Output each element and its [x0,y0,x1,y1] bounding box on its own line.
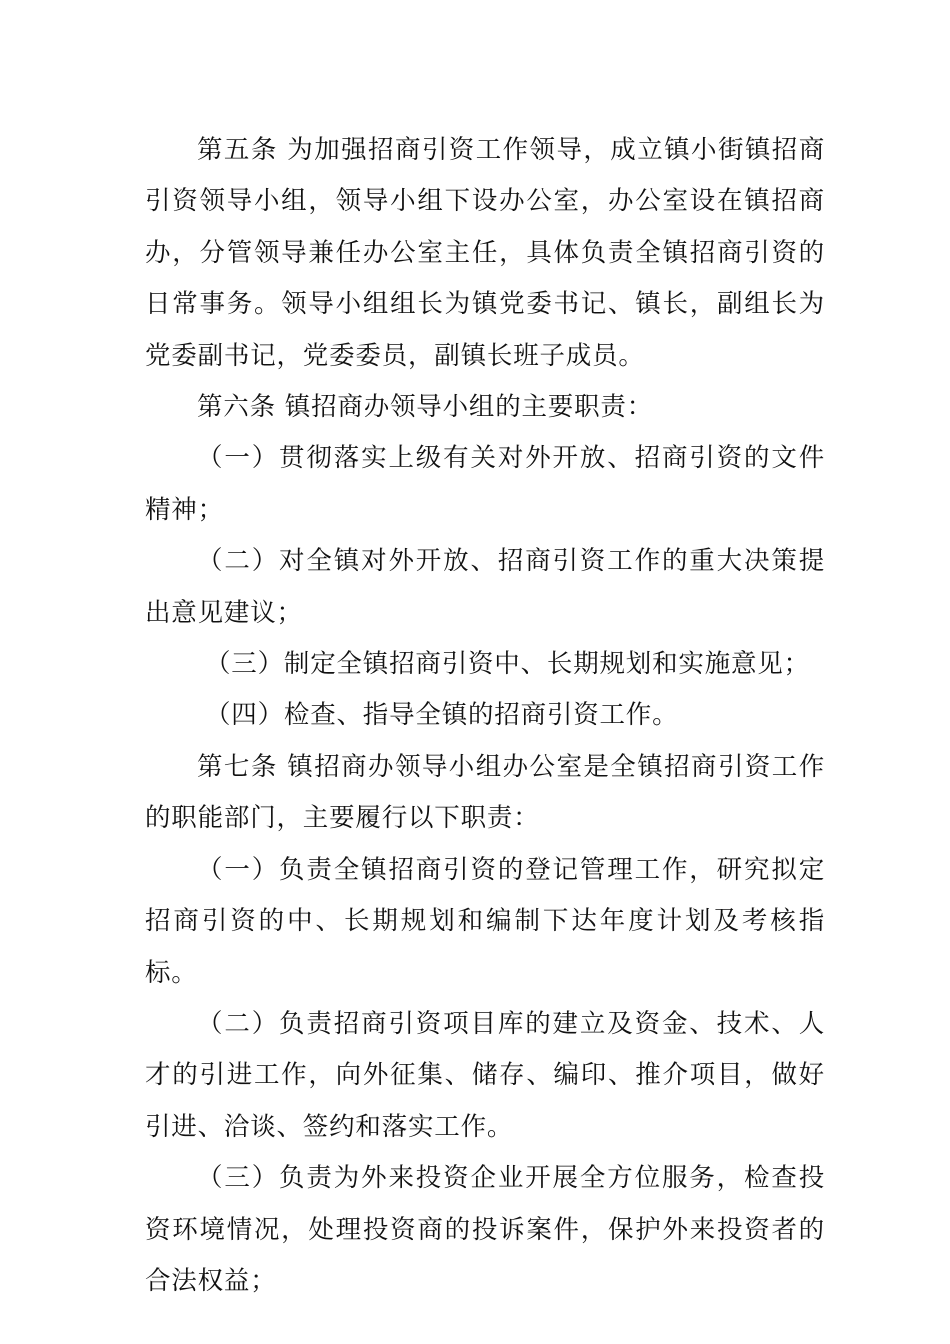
article-7-item-1: （一）负责全镇招商引资的登记管理工作，研究拟定招商引资的中、长期规划和编制下达年度计划及考核指标。 [145,854,825,988]
document-body [145,125,825,1307]
article-6-item-1: （一）贯彻落实上级有关对外开放、招商引资的文件精神； [145,443,825,525]
article-5-paragraph: 第五条 为加强招商引资工作领导，成立镇小街镇招商引资领导小组，领导小组下设办公室，办公室设在镇招商办，分管领导兼任办公室主任，具体负责全镇招商引资的日常事务。领导小组组长为镇党委书记、镇长，副组长为党委副书记，党委委员，副镇长班子成员。 [145,135,825,371]
article-6-item-4: （四）检查、指导全镇的招商引资工作。 [205,700,679,731]
article-7-paragraph: 第七条 镇招商办领导小组办公室是全镇招商引资工作的职能部门，主要履行以下职责： [145,751,825,834]
article-7-item-3: （三）负责为外来投资企业开展全方位服务，检查投资环境情况，处理投资商的投诉案件，保护外来投资者的合法权益； [145,1163,825,1296]
article-6-item-3: （三）制定全镇招商引资中、长期规划和实施意见； [205,649,810,680]
article-6-heading: 第六条 镇招商办领导小组的主要职责： [197,392,654,423]
article-7-item-2: （二）负责招商引资项目库的建立及资金、技术、人才的引进工作，向外征集、储存、编印、推介项目，做好引进、洽谈、签约和落实工作。 [145,1008,825,1142]
article-6-item-2: （二）对全镇对外开放、招商引资工作的重大决策提出意见建议； [145,546,825,628]
